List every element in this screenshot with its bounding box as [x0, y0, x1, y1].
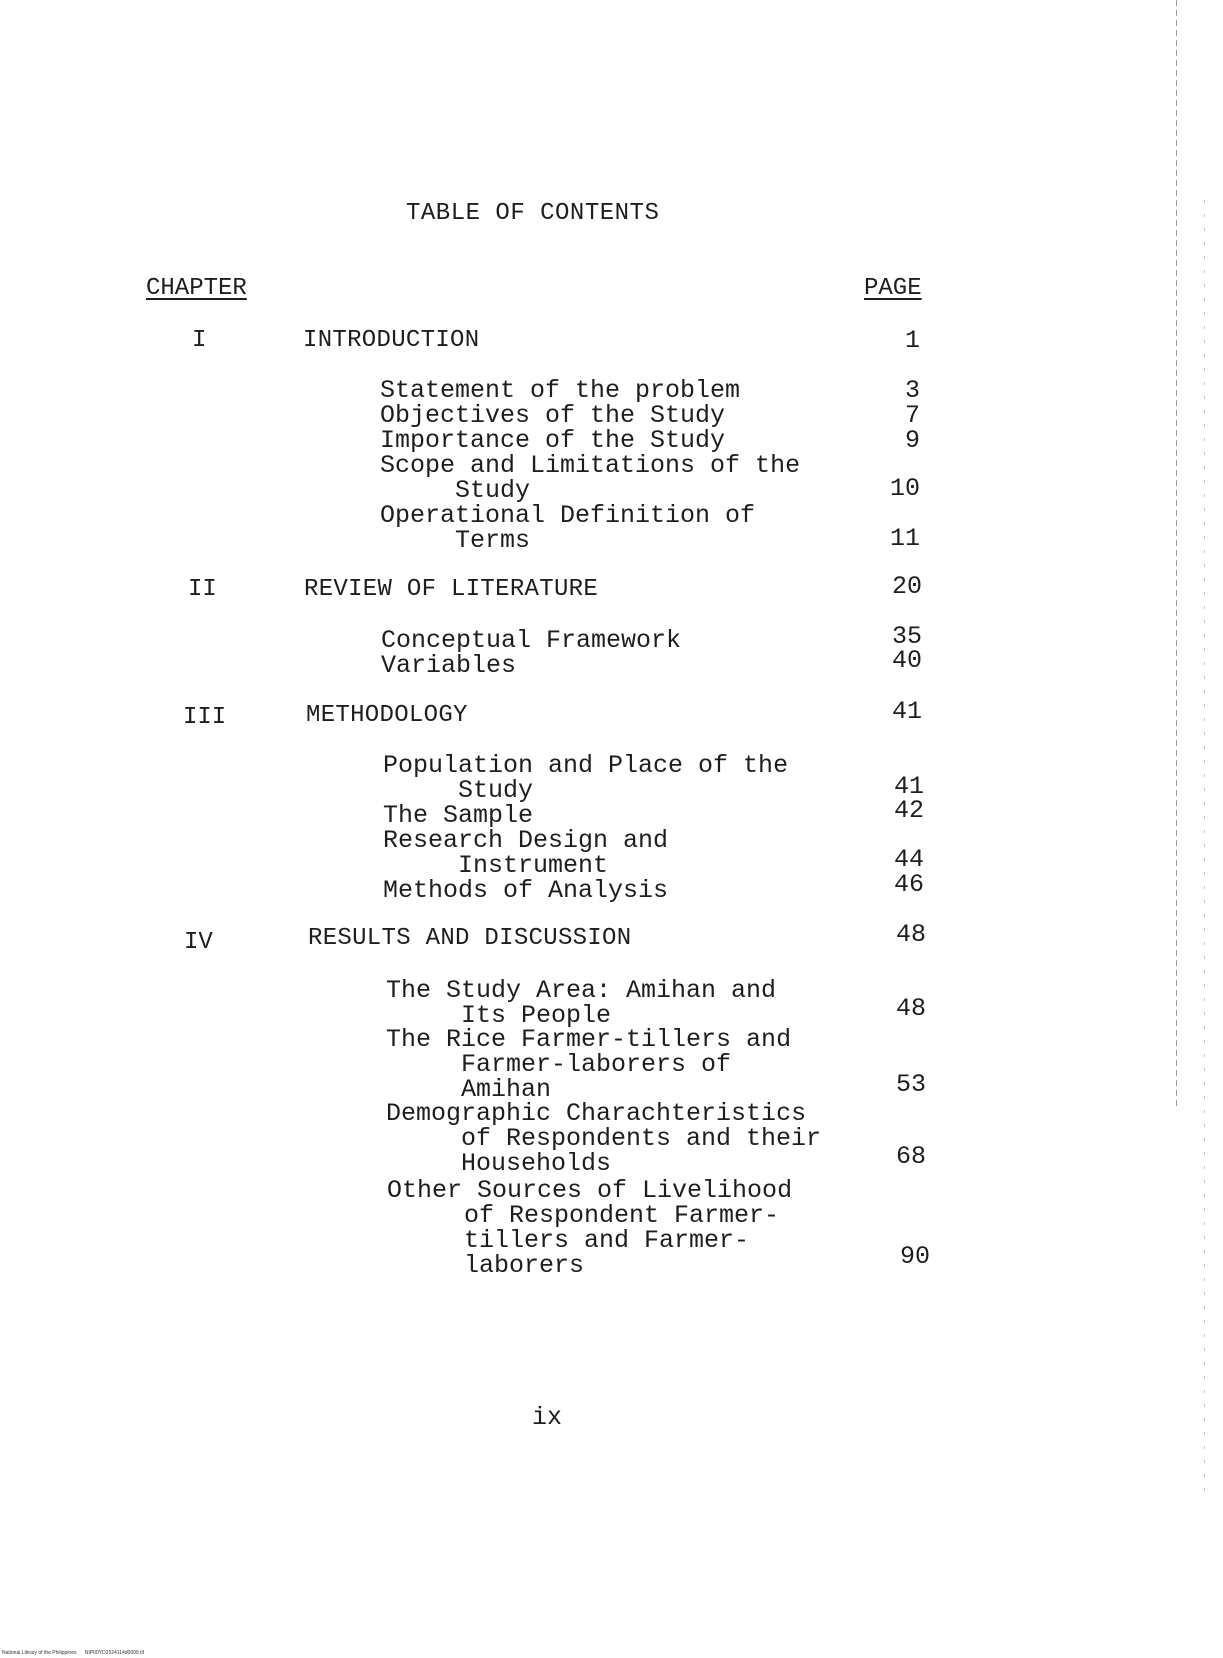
toc-entry-line: Its People — [461, 1001, 612, 1030]
chapter-number: II — [188, 576, 217, 603]
toc-entry-line: Objectives of the Study — [380, 401, 726, 430]
toc-entry-line: Importance of the Study — [380, 426, 726, 455]
chapter-title: METHODOLOGY — [306, 702, 468, 729]
toc-entry-page: 7 — [904, 401, 920, 430]
page-edge-mark — [1204, 200, 1205, 1500]
page-column-header: PAGE — [864, 275, 922, 302]
chapter-title: REVIEW OF LITERATURE — [304, 576, 599, 603]
toc-entry-line: Conceptual Framework — [381, 626, 682, 655]
chapter-number: III — [183, 704, 227, 731]
toc-entry-page: 90 — [899, 1242, 930, 1271]
chapter-page: 1 — [904, 326, 920, 355]
toc-entry-line: Statement of the problem — [380, 376, 741, 405]
toc-entry-page: 68 — [895, 1142, 926, 1171]
page-title: TABLE OF CONTENTS — [406, 200, 660, 227]
toc-entry-line: of Respondent Farmer- — [464, 1201, 780, 1230]
toc-entry-page: 3 — [904, 376, 920, 405]
toc-entry-line: Amihan — [461, 1075, 552, 1104]
chapter-title: RESULTS AND DISCUSSION — [308, 925, 632, 952]
toc-entry-line: Farmer-laborers of — [461, 1050, 732, 1079]
toc-entry-line: Study — [455, 476, 531, 505]
chapter-page: 20 — [891, 572, 922, 601]
page-edge-mark — [1176, 0, 1177, 1110]
chapter-number: I — [192, 327, 207, 354]
chapter-column-header: CHAPTER — [146, 275, 247, 302]
toc-entry-line: The Study Area: Amihan and — [386, 976, 777, 1005]
toc-entry-line: Demographic Charachteristics — [386, 1099, 807, 1128]
toc-entry-line: tillers and Farmer- — [464, 1226, 750, 1255]
toc-entry-line: The Rice Farmer-tillers and — [386, 1025, 792, 1054]
toc-entry-page: 53 — [895, 1070, 926, 1099]
chapter-page: 48 — [895, 920, 926, 949]
chapter-title: INTRODUCTION — [303, 327, 480, 354]
toc-entry-page: 35 — [891, 622, 922, 651]
toc-entry-page: 9 — [904, 426, 920, 455]
chapter-page: 41 — [891, 697, 922, 726]
toc-entry-line: Instrument — [458, 851, 609, 880]
toc-entry-page: 44 — [893, 845, 924, 874]
toc-entry-line: Population and Place of the — [383, 751, 789, 780]
toc-entry-page: 40 — [891, 646, 922, 675]
toc-entry-page: 11 — [889, 524, 920, 553]
footer-file-id: NIP00YD2524114d0009.tif — [84, 1650, 144, 1656]
toc-entry-line: Scope and Limitations of the — [380, 451, 801, 480]
toc-entry-page: 42 — [893, 796, 924, 825]
scan-footer — [2, 1650, 144, 1656]
toc-entry-page: 10 — [889, 474, 920, 503]
toc-entry-page: 41 — [893, 772, 924, 801]
toc-entry-line: Study — [458, 776, 534, 805]
toc-entry-page: 46 — [893, 870, 924, 899]
toc-entry-line: Variables — [381, 651, 517, 680]
toc-entry-line: Methods of Analysis — [383, 876, 669, 905]
toc-entry-line: Households — [461, 1149, 612, 1178]
toc-entry-page: 48 — [895, 994, 926, 1023]
toc-entry-line: The Sample — [383, 801, 534, 830]
chapter-number: IV — [184, 929, 213, 956]
toc-entry-line: Other Sources of Livelihood — [387, 1176, 793, 1205]
footer-library: National Library of the Philippines — [2, 1650, 77, 1656]
toc-entry-line: of Respondents and their — [461, 1124, 822, 1153]
toc-entry-line: Terms — [455, 526, 531, 555]
page-number: ix — [532, 1403, 563, 1432]
toc-entry-line: Research Design and — [383, 826, 669, 855]
toc-entry-line: laborers — [464, 1251, 585, 1280]
toc-entry-line: Operational Definition of — [380, 501, 756, 530]
